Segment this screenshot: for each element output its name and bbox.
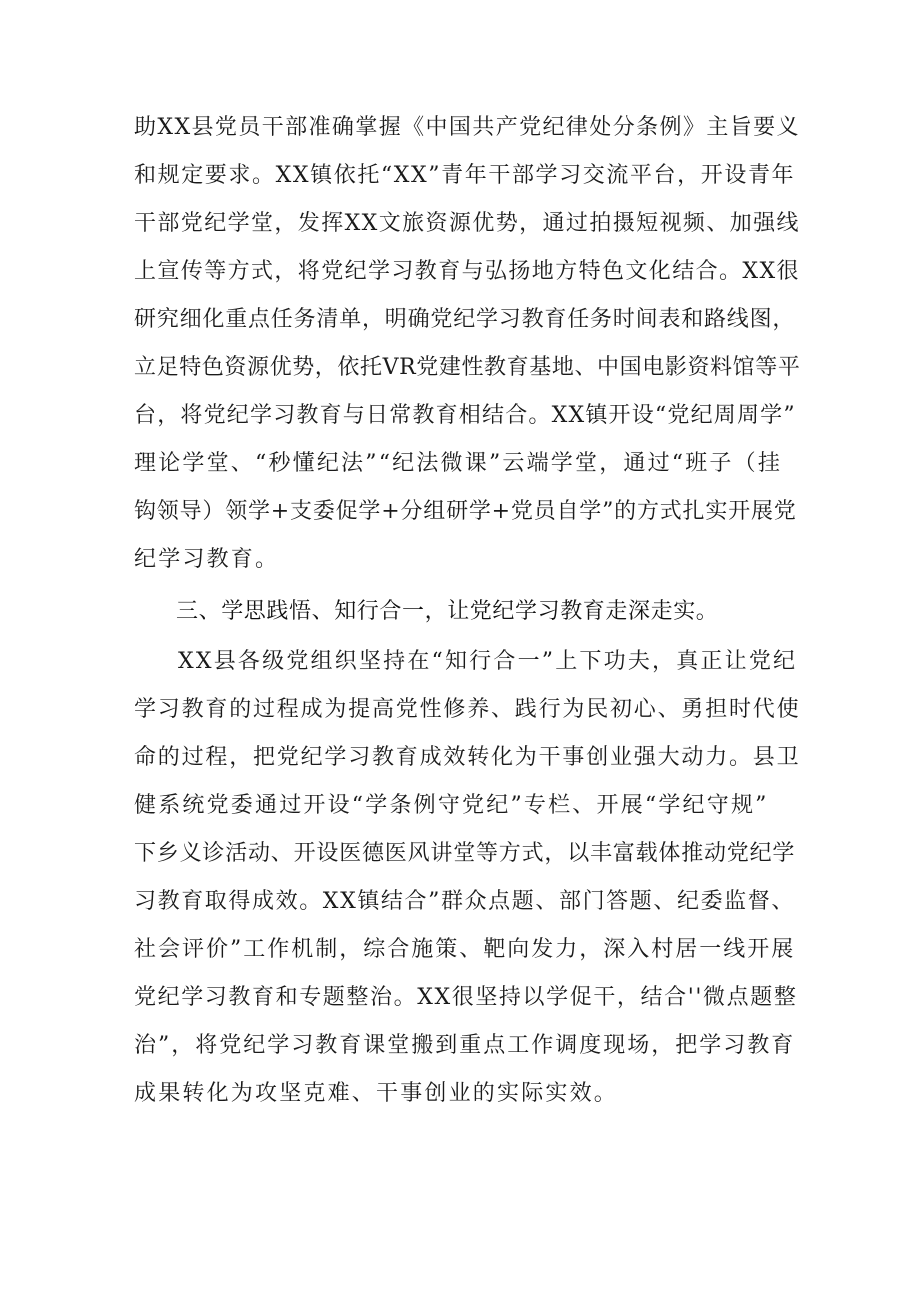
paragraph-1-line-10: 纪学习教育。	[134, 547, 280, 572]
paragraph-1-line-6: 立足特色资源优势，依托VR党建性教育基地、中国电影资料馆等平	[134, 355, 801, 380]
paragraph-1-line-3: 干部党纪学堂，发挥XX文旅资源优势，通过拍摄短视频、加强线	[134, 211, 800, 236]
paragraph-2-line-2: 学习教育的过程成为提高党性修养、践行为民初心、勇担时代使	[134, 697, 801, 722]
section-heading: 三、学思践悟、知行合一，让党纪学习教育走深走实。	[176, 599, 719, 624]
paragraph-2-line-6: 习教育取得成效。XX镇结合”群众点题、部门答题、纪委监督、	[134, 889, 795, 914]
paragraph-2-line-3: 命的过程，把党纪学习教育成效转化为干事创业强大动力。县卫	[134, 745, 801, 770]
paragraph-2-line-7: 社会评价”工作机制，综合施策、靶向发力，深入村居一线开展	[134, 937, 796, 962]
paragraph-2-line-1: XX县各级党组织坚持在“知行合一”上下功夫，真正让党纪	[178, 649, 798, 674]
paragraph-1-line-9: 钩领导）领学+支委促学+分组研学+党员自学”的方式扎实开展党	[134, 499, 797, 524]
paragraph-1-line-7: 台，将党纪学习教育与日常教育相结合。XX镇开设“党纪周周学”	[134, 403, 796, 428]
paragraph-1-line-2: 和规定要求。XX镇依托“XX”青年干部学习交流平台，开设青年	[134, 163, 796, 188]
paragraph-2-line-9: 治”，将党纪学习教育课堂搬到重点工作调度现场，把学习教育	[134, 1033, 796, 1058]
paragraph-1-line-4: 上宣传等方式，将党纪学习教育与弘扬地方特色文化结合。XX很	[134, 259, 800, 284]
paragraph-2-line-4: 健系统党委通过开设“学条例守党纪”专栏、开展“学纪守规”	[134, 793, 769, 818]
paragraph-2-line-5: 下乡义诊活动、开设医德医风讲堂等方式，以丰富载体推动党纪学	[134, 841, 796, 866]
paragraph-2-line-10: 成果转化为攻坚克难、干事创业的实际实效。	[134, 1081, 619, 1106]
paragraph-1-line-5: 研究细化重点任务清单，明确党纪学习教育任务时间表和路线图，	[134, 307, 796, 332]
paragraph-1-line-8: 理论学堂、“秒懂纪法”“纪法微课”云端学堂，通过“班子（挂	[134, 451, 783, 476]
paragraph-1-line-1: 助XX县党员干部准确掌握《中国共产党纪律处分条例》主旨要义	[134, 115, 800, 140]
paragraph-2-line-8: 党纪学习教育和专题整治。XX很坚持以学促干，结合''微点题整	[134, 985, 798, 1010]
